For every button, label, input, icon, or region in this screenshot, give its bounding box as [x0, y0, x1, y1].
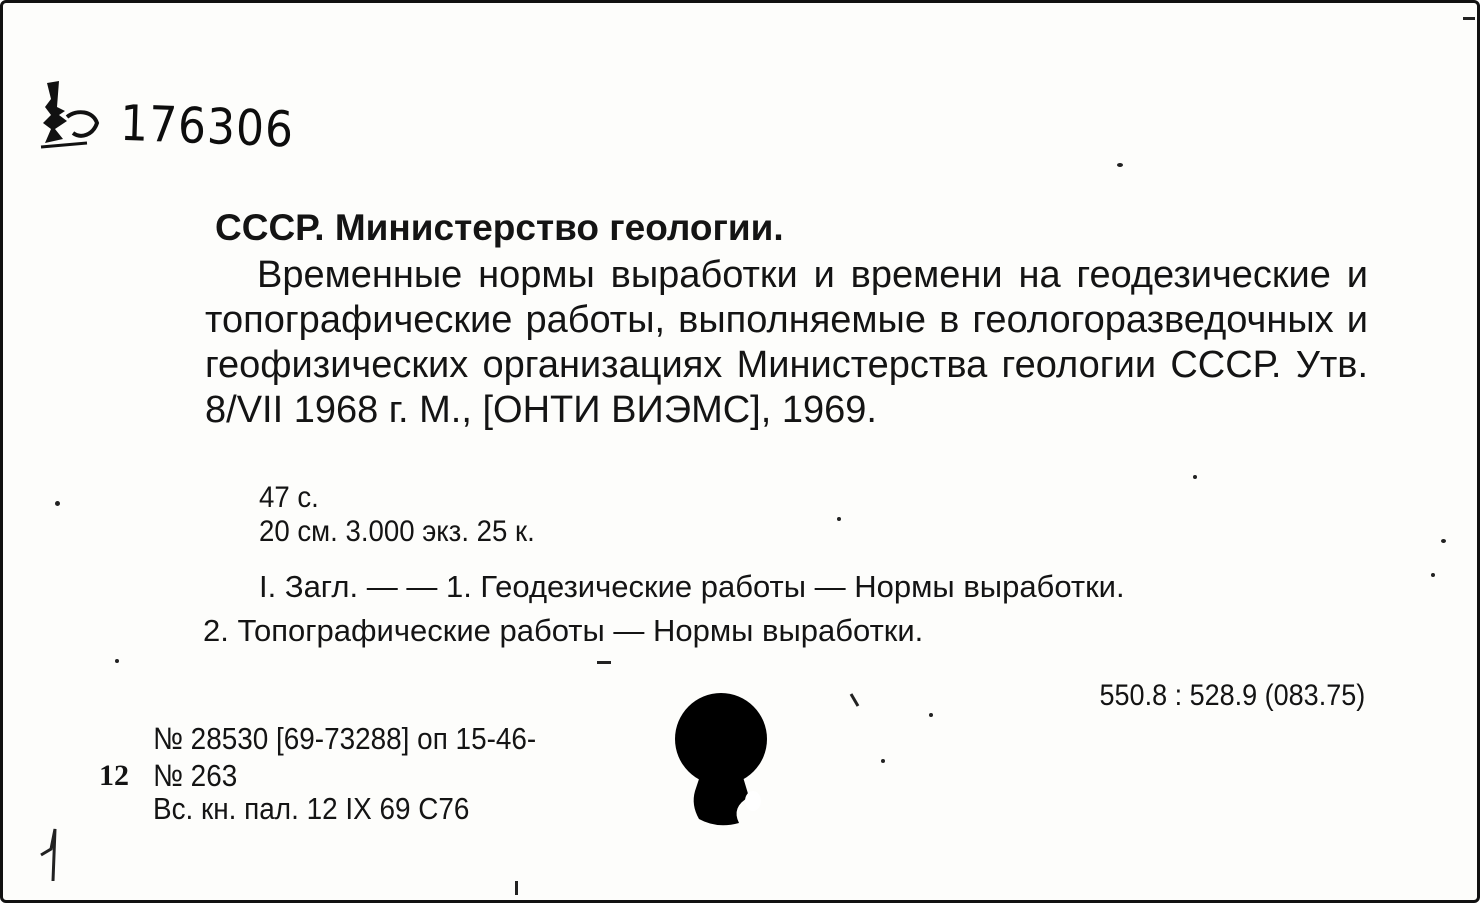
speck [929, 713, 933, 717]
registration-line-2: № 263 [153, 758, 238, 793]
handwritten-tick-mark [33, 825, 73, 885]
subject-headings-line-2: 2. Топографические работы — Нормы выработки. [203, 613, 924, 648]
catalog-heading: СССР. Министерство геологии. [215, 207, 784, 248]
speck [881, 759, 885, 763]
physical-description: 20 см. 3.000 экз. 25 к. [259, 515, 535, 548]
speck [55, 501, 60, 506]
bibliographic-description: Временные нормы выработки и времени на геодезические и топографические работы, выполняемые в геологоразведочных и геофизических организациях Министерства геологии СССР. Утв. 8/VII 1968 г. М., [ОНТИ ВИЭМС], 1969. [205, 254, 1368, 431]
speck [1441, 539, 1446, 543]
speck [1117, 163, 1123, 167]
dash-mark [1463, 17, 1475, 20]
registration-line-1: № 28530 [69-73288] оп 15-46- [153, 721, 537, 756]
speck [837, 517, 841, 521]
subject-headings-line-1: I. Загл. — — 1. Геодезические работы — Нормы выработки. [259, 569, 1125, 604]
registration-line-3: Вс. кн. пал. 12 IX 69 C76 [153, 791, 470, 826]
dash-mark [515, 881, 518, 895]
ink-blot [669, 687, 779, 837]
dash-mark [597, 661, 611, 664]
card-count-number: 12 [99, 759, 129, 792]
speck [1193, 475, 1197, 479]
speck [115, 659, 119, 663]
speck [1431, 573, 1435, 577]
pagination: 47 с. [259, 481, 319, 514]
dash-mark [850, 693, 860, 707]
library-stamp-mark [37, 77, 109, 157]
udc-classification: 550.8 : 528.9 (083.75) [1099, 679, 1365, 712]
handwritten-inventory-number: 176306 [119, 95, 295, 159]
